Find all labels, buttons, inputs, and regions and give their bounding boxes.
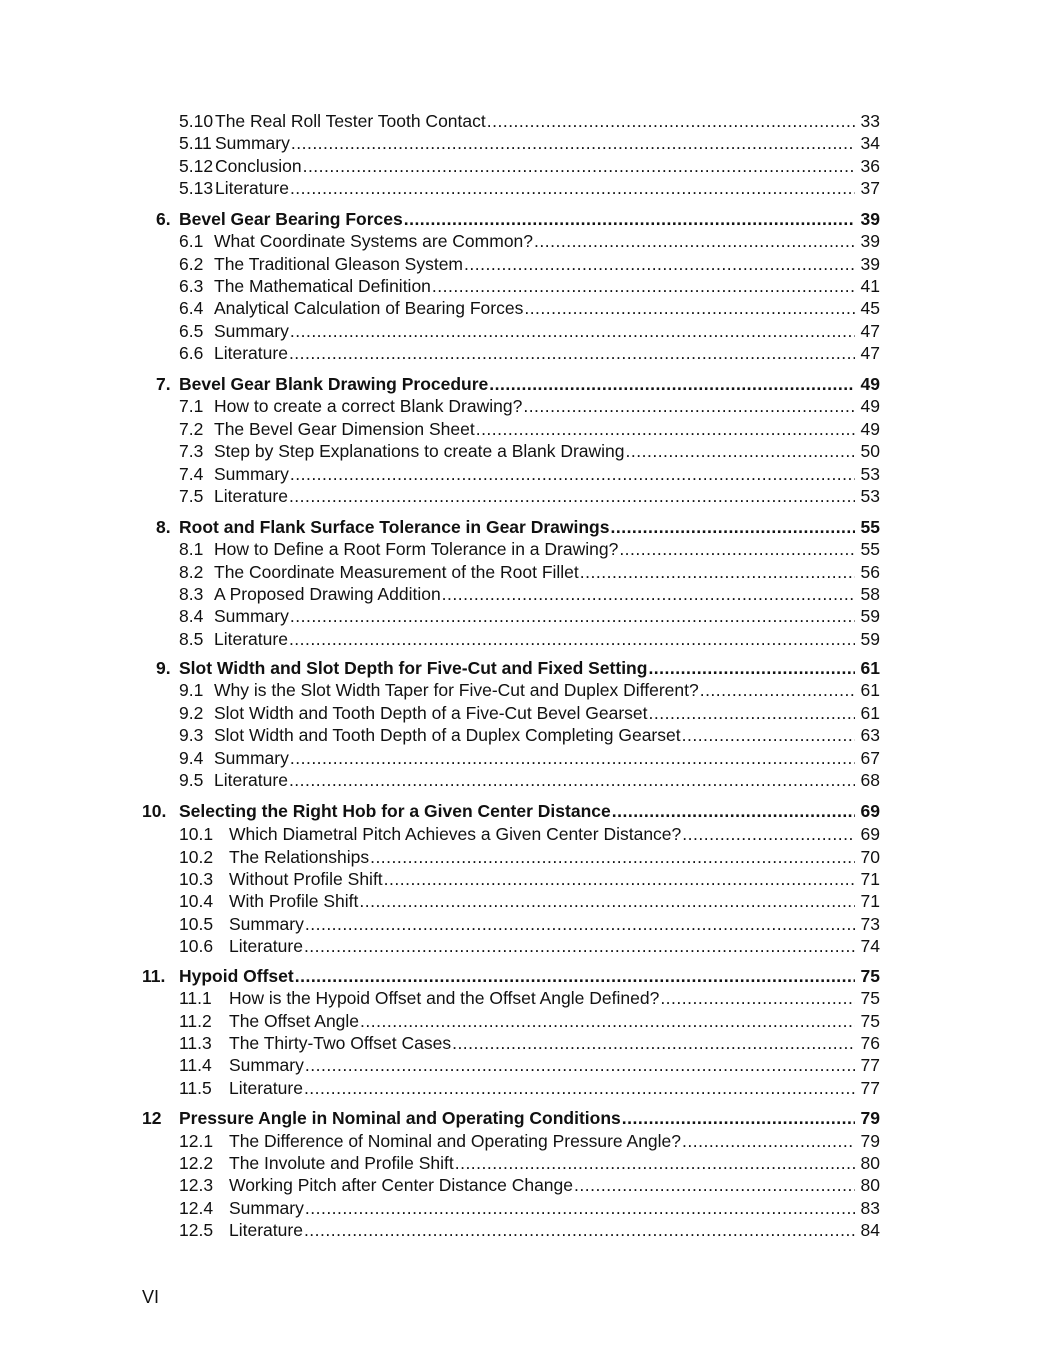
- dot-leader: [304, 1220, 855, 1240]
- entry-number: 12: [142, 1108, 162, 1128]
- toc-section-entry: [179, 988, 880, 1008]
- entry-number: 9.4: [179, 748, 204, 768]
- entry-page-number: 75: [860, 966, 880, 986]
- entry-page-number: 55: [860, 517, 880, 537]
- dot-leader: [660, 988, 855, 1008]
- entry-title: Bevel Gear Bearing Forces: [179, 209, 403, 229]
- entry-number: 6.1: [179, 231, 204, 251]
- toc-section-entry: [179, 254, 880, 274]
- entry-title: Summary: [215, 133, 290, 153]
- toc-section-entry: [179, 1055, 880, 1075]
- toc-section-entry: [179, 486, 880, 506]
- toc-section-entry: [179, 178, 880, 198]
- entry-number: 10.3: [179, 869, 214, 889]
- entry-page-number: 33: [860, 111, 880, 131]
- entry-number: 5.13: [179, 178, 214, 198]
- dot-leader: [289, 343, 855, 363]
- dot-leader: [622, 1108, 855, 1128]
- entry-title: Analytical Calculation of Bearing Forces: [214, 298, 524, 318]
- entry-title: Literature: [214, 770, 288, 790]
- dot-leader: [574, 1175, 855, 1195]
- entry-number: 12.5: [179, 1220, 214, 1240]
- entry-title: Literature: [229, 1220, 303, 1240]
- dot-leader: [523, 396, 855, 416]
- toc-section-entry: [179, 298, 880, 318]
- entry-number: 12.4: [179, 1198, 214, 1218]
- entry-title: Summary: [214, 606, 289, 626]
- dot-leader: [304, 1078, 855, 1098]
- entry-page-number: 71: [860, 869, 880, 889]
- entry-number: 6.4: [179, 298, 204, 318]
- entry-number: 7.1: [179, 396, 204, 416]
- dot-leader: [305, 1055, 855, 1075]
- dot-leader: [442, 584, 855, 604]
- entry-number: 5.11: [179, 133, 212, 153]
- entry-title: Summary: [229, 1055, 304, 1075]
- entry-page-number: 53: [860, 486, 880, 506]
- entry-page-number: 45: [860, 298, 880, 318]
- entry-page-number: 47: [860, 343, 880, 363]
- entry-title: Pressure Angle in Nominal and Operating Conditions: [179, 1108, 621, 1128]
- entry-title: Summary: [229, 1198, 304, 1218]
- entry-number: 11.4: [179, 1055, 212, 1075]
- toc-section-entry: [179, 914, 880, 934]
- entry-number: 11.2: [179, 1011, 212, 1031]
- toc-section-entry: [179, 396, 880, 416]
- toc-section-entry: [179, 847, 880, 867]
- entry-title: Step by Step Explanations to create a Blank Drawing: [214, 441, 625, 461]
- entry-page-number: 80: [860, 1153, 880, 1173]
- entry-number: 6.2: [179, 254, 204, 274]
- dot-leader: [682, 1131, 855, 1151]
- dot-leader: [464, 254, 855, 274]
- dot-leader: [619, 539, 855, 559]
- dot-leader: [289, 629, 855, 649]
- entry-page-number: 74: [860, 936, 880, 956]
- entry-page-number: 59: [860, 606, 880, 626]
- entry-page-number: 79: [860, 1131, 880, 1151]
- toc-section-entry: [179, 419, 880, 439]
- toc-section-entry: [179, 1220, 880, 1240]
- dot-leader: [291, 133, 855, 153]
- dot-leader: [455, 1153, 855, 1173]
- entry-page-number: 49: [860, 419, 880, 439]
- entry-title: Literature: [229, 936, 303, 956]
- entry-page-number: 68: [860, 770, 880, 790]
- dot-leader: [476, 419, 855, 439]
- toc-section-entry: [179, 606, 880, 626]
- entry-title: The Bevel Gear Dimension Sheet: [214, 419, 475, 439]
- toc-section-entry: [179, 1131, 880, 1151]
- toc-section-entry: [179, 936, 880, 956]
- entry-number: 8.: [156, 517, 171, 537]
- entry-title: Literature: [214, 629, 288, 649]
- entry-title: Literature: [215, 178, 289, 198]
- entry-page-number: 39: [860, 254, 880, 274]
- entry-title: Bevel Gear Blank Drawing Procedure: [179, 374, 489, 394]
- entry-page-number: 77: [860, 1078, 880, 1098]
- dot-leader: [649, 703, 855, 723]
- entry-number: 11.: [142, 966, 166, 986]
- entry-title: A Proposed Drawing Addition: [214, 584, 441, 604]
- entry-number: 5.12: [179, 156, 214, 176]
- entry-page-number: 39: [860, 231, 880, 251]
- entry-title: Root and Flank Surface Tolerance in Gear Drawings: [179, 517, 610, 537]
- entry-number: 8.5: [179, 629, 204, 649]
- entry-number: 12.1: [179, 1131, 214, 1151]
- toc-section-entry: [179, 629, 880, 649]
- dot-leader: [404, 209, 855, 229]
- entry-number: 9.5: [179, 770, 204, 790]
- dot-leader: [305, 914, 855, 934]
- entry-page-number: 49: [860, 374, 880, 394]
- toc-section-entry: [179, 539, 880, 559]
- entry-number: 10.5: [179, 914, 214, 934]
- entry-page-number: 61: [860, 680, 880, 700]
- entry-page-number: 34: [860, 133, 880, 153]
- entry-title: Literature: [214, 343, 288, 363]
- toc-section-entry: [179, 156, 880, 176]
- dot-leader: [432, 276, 855, 296]
- entry-number: 11.1: [179, 988, 212, 1008]
- entry-title: What Coordinate Systems are Common?: [214, 231, 534, 251]
- toc-section-entry: [179, 1175, 880, 1195]
- entry-number: 8.3: [179, 584, 204, 604]
- entry-number: 5.10: [179, 111, 214, 131]
- entry-title: The Traditional Gleason System: [214, 254, 464, 274]
- entry-number: 10.1: [179, 824, 214, 844]
- entry-page-number: 39: [860, 209, 880, 229]
- entry-title: The Mathematical Definition: [214, 276, 431, 296]
- entry-number: 7.3: [179, 441, 204, 461]
- entry-page-number: 61: [860, 658, 880, 678]
- entry-title: The Involute and Profile Shift: [229, 1153, 454, 1173]
- entry-title: How is the Hypoid Offset and the Offset Angle Defined?: [229, 988, 660, 1008]
- entry-page-number: 37: [860, 178, 880, 198]
- toc-section-entry: [179, 133, 880, 153]
- toc-section-entry: [179, 562, 880, 582]
- entry-page-number: 49: [860, 396, 880, 416]
- entry-page-number: 53: [860, 464, 880, 484]
- entry-page-number: 59: [860, 629, 880, 649]
- toc-section-entry: [179, 703, 880, 723]
- entry-title: The Relationships: [229, 847, 370, 867]
- toc-section-entry: [179, 343, 880, 363]
- toc-section-entry: [179, 231, 880, 251]
- entry-page-number: 79: [860, 1108, 880, 1128]
- entry-number: 6.5: [179, 321, 204, 341]
- toc-section-entry: [179, 441, 880, 461]
- entry-page-number: 50: [860, 441, 880, 461]
- toc-section-entry: [179, 824, 880, 844]
- dot-leader: [487, 111, 855, 131]
- entry-page-number: 71: [860, 891, 880, 911]
- dot-leader: [682, 725, 855, 745]
- dot-leader: [290, 606, 855, 626]
- dot-leader: [524, 298, 855, 318]
- entry-title: The Real Roll Tester Tooth Contact: [215, 111, 486, 131]
- entry-title: Slot Width and Slot Depth for Five-Cut and Fixed Setting: [179, 658, 648, 678]
- entry-number: 6.6: [179, 343, 204, 363]
- entry-title: Which Diametral Pitch Achieves a Given Center Distance?: [229, 824, 682, 844]
- toc-section-entry: [179, 1153, 880, 1173]
- entry-page-number: 61: [860, 703, 880, 723]
- toc-chapter-entry: [156, 517, 880, 537]
- entry-number: 7.: [156, 374, 171, 394]
- dot-leader: [289, 770, 855, 790]
- toc-section-entry: [179, 584, 880, 604]
- entry-title: The Offset Angle: [229, 1011, 360, 1031]
- entry-page-number: 76: [860, 1033, 880, 1053]
- entry-page-number: 69: [860, 824, 880, 844]
- dot-leader: [534, 231, 855, 251]
- toc-section-entry: [179, 748, 880, 768]
- entry-number: 10.4: [179, 891, 214, 911]
- dot-leader: [626, 441, 855, 461]
- entry-number: 8.1: [179, 539, 204, 559]
- toc-chapter-entry: [142, 801, 880, 821]
- toc-chapter-entry: [156, 658, 880, 678]
- entry-title: Summary: [229, 914, 304, 934]
- dot-leader: [452, 1033, 855, 1053]
- entry-page-number: 75: [860, 1011, 880, 1031]
- dot-leader: [304, 936, 855, 956]
- entry-page-number: 67: [860, 748, 880, 768]
- toc-section-entry: [179, 321, 880, 341]
- entry-number: 7.2: [179, 419, 204, 439]
- dot-leader: [295, 966, 855, 986]
- entry-title: Working Pitch after Center Distance Change: [229, 1175, 574, 1195]
- dot-leader: [370, 847, 855, 867]
- entry-page-number: 36: [860, 156, 880, 176]
- toc-section-entry: [179, 464, 880, 484]
- dot-leader: [290, 748, 855, 768]
- entry-page-number: 47: [860, 321, 880, 341]
- entry-number: 9.2: [179, 703, 204, 723]
- dot-leader: [648, 658, 855, 678]
- toc-chapter-entry: [156, 374, 880, 394]
- toc-section-entry: [179, 1011, 880, 1031]
- entry-page-number: 80: [860, 1175, 880, 1195]
- dot-leader: [303, 156, 855, 176]
- dot-leader: [610, 517, 855, 537]
- entry-number: 6.3: [179, 276, 204, 296]
- entry-title: Without Profile Shift: [229, 869, 383, 889]
- dot-leader: [360, 1011, 855, 1031]
- entry-number: 9.: [156, 658, 171, 678]
- entry-title: Selecting the Right Hob for a Given Center Distance: [179, 801, 611, 821]
- toc-section-entry: [179, 1198, 880, 1218]
- toc-section-entry: [179, 680, 880, 700]
- entry-number: 10.: [142, 801, 167, 821]
- entry-page-number: 77: [860, 1055, 880, 1075]
- entry-number: 7.5: [179, 486, 204, 506]
- entry-number: 10.6: [179, 936, 214, 956]
- dot-leader: [682, 824, 855, 844]
- page-number-folio: VI: [142, 1287, 160, 1307]
- entry-page-number: 58: [860, 584, 880, 604]
- toc-section-entry: [179, 111, 880, 131]
- toc-section-entry: [179, 725, 880, 745]
- dot-leader: [289, 486, 855, 506]
- entry-title: The Difference of Nominal and Operating Pressure Angle?: [229, 1131, 682, 1151]
- toc-chapter-entry: [156, 209, 880, 229]
- entry-title: Literature: [229, 1078, 303, 1098]
- entry-page-number: 69: [860, 801, 880, 821]
- dot-leader: [700, 680, 855, 700]
- toc-section-entry: [179, 770, 880, 790]
- entry-title: The Coordinate Measurement of the Root Fillet: [214, 562, 579, 582]
- toc-chapter-entry: [142, 1108, 880, 1128]
- dot-leader: [384, 869, 855, 889]
- entry-title: Summary: [214, 464, 289, 484]
- entry-title: Literature: [214, 486, 288, 506]
- entry-title: Summary: [214, 748, 289, 768]
- toc-section-entry: [179, 869, 880, 889]
- entry-number: 11.5: [179, 1078, 212, 1098]
- entry-title: The Thirty-Two Offset Cases: [229, 1033, 452, 1053]
- entry-title: How to create a correct Blank Drawing?: [214, 396, 523, 416]
- dot-leader: [290, 321, 855, 341]
- toc-chapter-entry: [142, 966, 880, 986]
- entry-page-number: 41: [860, 276, 880, 296]
- entry-title: Slot Width and Tooth Depth of a Five-Cut Bevel Gearset: [214, 703, 648, 723]
- entry-number: 8.4: [179, 606, 204, 626]
- entry-number: 11.3: [179, 1033, 212, 1053]
- entry-page-number: 75: [860, 988, 880, 1008]
- dot-leader: [359, 891, 855, 911]
- entry-number: 9.1: [179, 680, 204, 700]
- dot-leader: [489, 374, 855, 394]
- entry-number: 9.3: [179, 725, 204, 745]
- entry-title: How to Define a Root Form Tolerance in a Drawing?: [214, 539, 619, 559]
- entry-page-number: 63: [860, 725, 880, 745]
- toc-section-entry: [179, 276, 880, 296]
- entry-number: 6.: [156, 209, 171, 229]
- entry-title: Conclusion: [215, 156, 302, 176]
- entry-page-number: 56: [860, 562, 880, 582]
- entry-page-number: 84: [860, 1220, 880, 1240]
- entry-number: 8.2: [179, 562, 204, 582]
- entry-page-number: 70: [860, 847, 880, 867]
- entry-number: 12.2: [179, 1153, 214, 1173]
- toc-section-entry: [179, 1078, 880, 1098]
- toc-section-entry: [179, 1033, 880, 1053]
- dot-leader: [305, 1198, 855, 1218]
- entry-page-number: 83: [860, 1198, 880, 1218]
- dot-leader: [290, 178, 855, 198]
- toc-section-entry: [179, 891, 880, 911]
- entry-page-number: 73: [860, 914, 880, 934]
- entry-title: Hypoid Offset: [179, 966, 294, 986]
- dot-leader: [580, 562, 855, 582]
- dot-leader: [612, 801, 855, 821]
- entry-title: Summary: [214, 321, 289, 341]
- entry-title: With Profile Shift: [229, 891, 359, 911]
- entry-number: 12.3: [179, 1175, 214, 1195]
- entry-title: Why is the Slot Width Taper for Five-Cut and Duplex Different?: [214, 680, 699, 700]
- entry-title: Slot Width and Tooth Depth of a Duplex Completing Gearset: [214, 725, 681, 745]
- entry-number: 10.2: [179, 847, 214, 867]
- entry-number: 7.4: [179, 464, 204, 484]
- dot-leader: [290, 464, 855, 484]
- entry-page-number: 55: [860, 539, 880, 559]
